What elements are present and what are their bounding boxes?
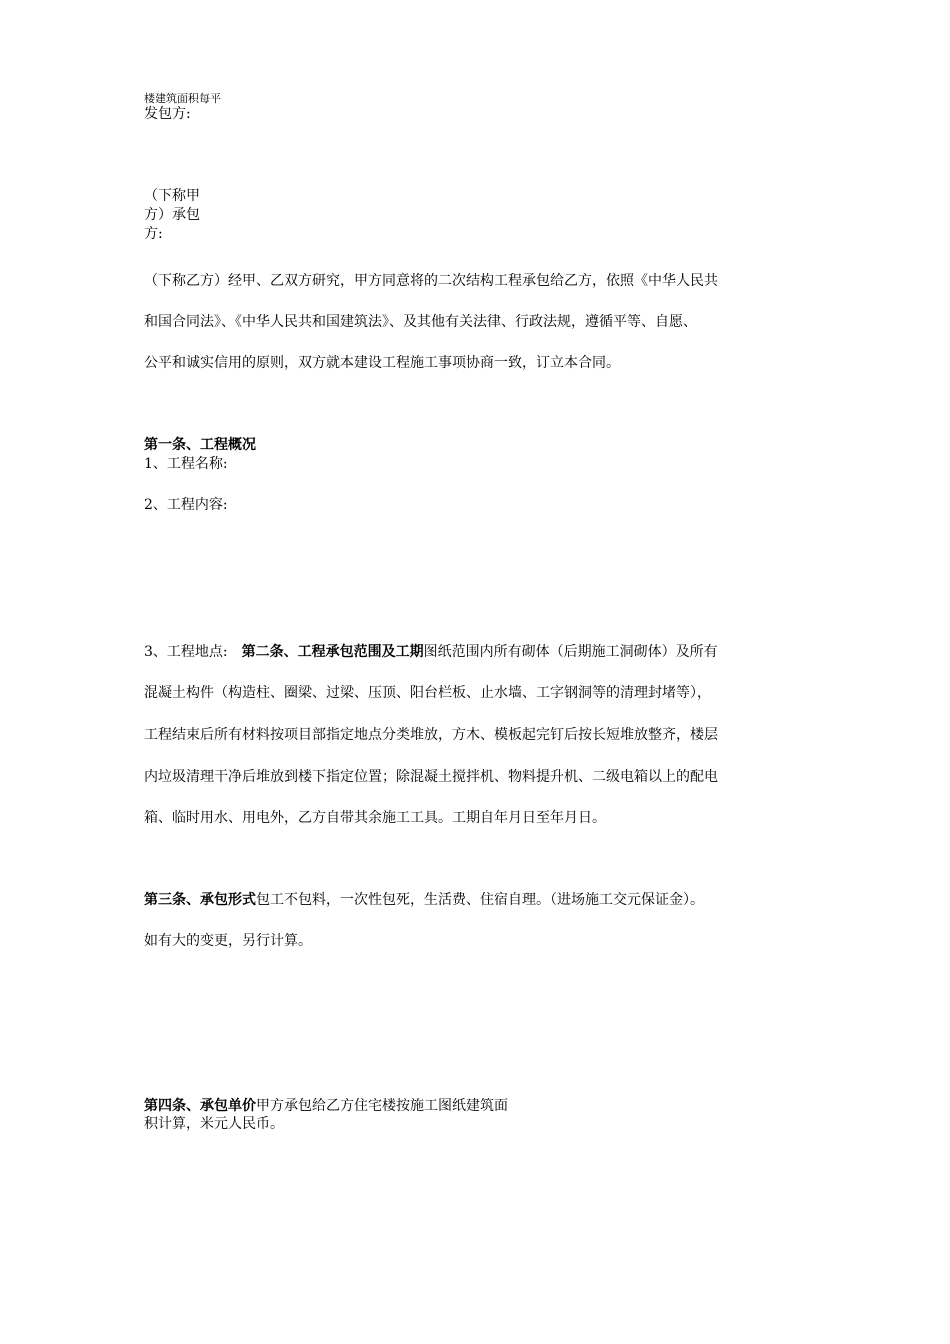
intro-line-1: （下称乙方）经甲、乙双方研究，甲方同意将的二次结构工程承包给乙方，依照《中华人民共	[144, 273, 718, 289]
article2-title: 第二条、工程承包范围及工期	[241, 644, 424, 660]
article2-line-2: 混凝土构件（构造柱、圈梁、过梁、压顶、阳台栏板、止水墙、工字钢洞等的清理封堵等），	[144, 685, 711, 701]
article4-line-1	[144, 1097, 508, 1115]
article3-line-1	[144, 891, 704, 909]
article1-item-location: 3、工程地点:	[144, 644, 242, 660]
article2-line-4: 内垃圾清理干净后堆放到楼下指定位置；除混凝土搅拌机、物料提升机、二级电箱以上的配电	[144, 769, 718, 785]
article2-line-1	[144, 643, 718, 661]
article2-line-5: 箱、临时用水、用电外，乙方自带其余施工工具。工期自年月日至年月日。	[144, 810, 606, 826]
article4-line-1-text: 甲方承包给乙方住宅楼按施工图纸建筑面	[256, 1098, 508, 1114]
article3-line-2: 如有大的变更，另行计算。	[144, 933, 312, 949]
article1-title: 第一条、工程概况	[144, 437, 256, 453]
article1-item-name: 1、工程名称:	[144, 456, 228, 472]
party-line-2: 方）承包	[144, 207, 200, 223]
article2-line-1-text: 图纸范围内所有砌体（后期施工洞砌体）及所有	[423, 644, 718, 660]
top-note: 楼建筑面积每平	[144, 92, 221, 105]
intro-line-2: 和国合同法》、《中华人民共和国建筑法》、及其他有关法律、行政法规，遵循平等、自愿、	[144, 314, 697, 330]
article2-line-3: 工程结束后所有材料按项目部指定地点分类堆放，方木、模板起完钉后按长短堆放整齐，楼层	[144, 727, 718, 743]
employer-label: 发包方:	[144, 106, 191, 122]
article3-title: 第三条、承包形式	[144, 892, 256, 908]
party-line-3: 方:	[144, 226, 163, 242]
party-line-1: （下称甲	[144, 188, 200, 204]
article4-line-2: 积计算，米元人民币。	[144, 1116, 284, 1132]
intro-line-3: 公平和诚实信用的原则，双方就本建设工程施工事项协商一致，订立本合同。	[144, 355, 620, 371]
article3-line-1-text: 包工不包料，一次性包死，生活费、住宿自理。（进场施工交元保证金）。	[256, 892, 704, 908]
article1-item-content: 2、工程内容:	[144, 497, 228, 513]
article4-title: 第四条、承包单价	[144, 1098, 256, 1114]
